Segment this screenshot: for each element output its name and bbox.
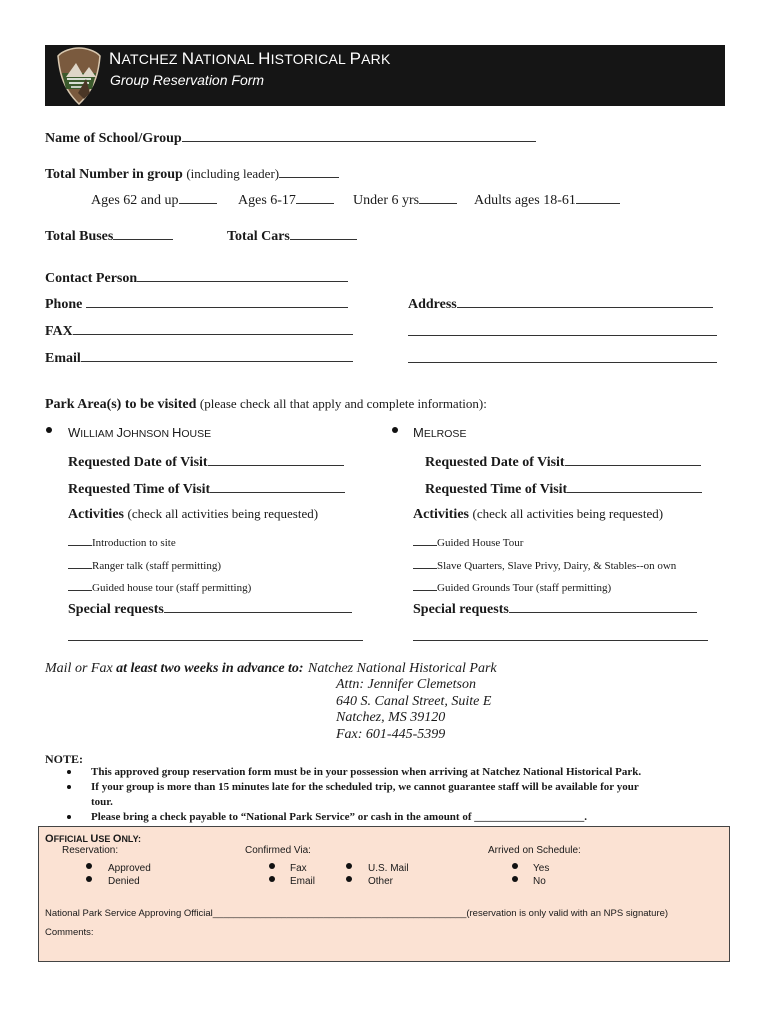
wjh-activity-1-label: Introduction to site: [92, 537, 176, 549]
total-buses-label: Total Buses: [45, 229, 114, 244]
mail-address-line-3: 640 S. Canal Street, Suite E: [336, 694, 492, 709]
group-name-label: Name of School/Group: [45, 131, 182, 146]
total-number-field[interactable]: [45, 164, 339, 183]
page-title: NATCHEZ NATIONAL HISTORICAL PARK: [109, 49, 391, 68]
melrose-activity-3[interactable]: [413, 577, 611, 594]
denied-label: Denied: [108, 876, 140, 887]
note-bullet-1: This approved group reservation form must be in your possession when arriving at Natchez National Historical Park.: [91, 766, 642, 778]
address-label: Address: [408, 297, 457, 312]
bullet-icon: [67, 815, 71, 819]
email-field[interactable]: [45, 348, 353, 367]
nps-arrowhead-icon: [56, 47, 102, 105]
bullet-icon: [46, 427, 52, 433]
address-field[interactable]: [408, 294, 713, 313]
other-radio[interactable]: [346, 876, 352, 882]
arrived-on-schedule-label: Arrived on Schedule:: [488, 845, 581, 856]
contact-person-label: Contact Person: [45, 271, 138, 286]
melrose-time-field[interactable]: [425, 479, 702, 498]
other-option-label: Other: [368, 876, 394, 887]
total-number-label: Total Number in group: [45, 167, 183, 182]
mail-instructions: Mail or Fax at least two weeks in advance to:: [45, 661, 304, 676]
yes-radio[interactable]: [512, 863, 518, 869]
mail-address-line-2: Attn: Jennifer Clemetson: [336, 677, 476, 692]
total-cars-label: Total Cars: [227, 229, 290, 244]
ages-6-17-field[interactable]: [238, 190, 334, 209]
wjh-special-requests-field[interactable]: [68, 599, 352, 618]
adults-label: Adults ages 18-61: [474, 193, 576, 208]
phone-field[interactable]: [45, 294, 348, 313]
note-bullet-3: Please bring a check payable to “National Park Service” or cash in the amount of ____________________.: [91, 811, 587, 823]
no-option-label: No: [533, 876, 546, 887]
wjh-date-field[interactable]: [68, 452, 344, 471]
mail-address-line-5: Fax: 601-445-5399: [336, 727, 446, 742]
fax-option-label: Fax: [290, 863, 307, 874]
wjh-time-label: Requested Time of Visit: [68, 482, 211, 497]
reservation-label: Reservation:: [62, 845, 119, 856]
approved-label: Approved: [108, 863, 151, 874]
approving-official-label: National Park Service Approving Official: [45, 908, 213, 919]
melrose-activity-3-label: Guided Grounds Tour (staff permitting): [437, 582, 612, 594]
wjh-special-label: Special requests: [68, 602, 164, 617]
total-number-note: (including leader): [186, 166, 280, 181]
fax-radio[interactable]: [269, 863, 275, 869]
fax-field[interactable]: [45, 321, 353, 340]
official-use-box: [38, 826, 730, 962]
melrose-special-label: Special requests: [413, 602, 509, 617]
under-6-label: Under 6 yrs: [353, 193, 420, 208]
bullet-icon: [392, 427, 398, 433]
address-line-3[interactable]: [408, 362, 717, 363]
wjh-date-label: Requested Date of Visit: [68, 455, 208, 470]
us-mail-radio[interactable]: [346, 863, 352, 869]
page-subtitle: Group Reservation Form: [110, 72, 265, 88]
denied-radio[interactable]: [86, 876, 92, 882]
approving-official-note: (reservation is only valid with an NPS signature): [466, 908, 669, 919]
total-cars-field[interactable]: [227, 226, 357, 245]
confirmed-via-label: Confirmed Via:: [245, 845, 311, 856]
wjh-activity-2[interactable]: [68, 555, 221, 572]
melrose-special-line-2[interactable]: [413, 640, 708, 641]
wjh-time-field[interactable]: [68, 479, 345, 498]
email-label: Email: [45, 351, 81, 366]
email-radio[interactable]: [269, 876, 275, 882]
address-line-2[interactable]: [408, 335, 717, 336]
official-use-title: OFFICIAL USE ONLY:: [45, 833, 141, 845]
melrose-activity-2[interactable]: [413, 555, 676, 572]
melrose-activity-2-label: Slave Quarters, Slave Privy, Dairy, & Stables--on own: [437, 560, 677, 572]
approved-radio[interactable]: [86, 863, 92, 869]
wjh-activity-3[interactable]: [68, 577, 251, 594]
melrose-special-requests-field[interactable]: [413, 599, 697, 618]
ages-62-field[interactable]: [91, 190, 217, 209]
note-bullet-2-continued: tour.: [91, 796, 113, 808]
note-label: NOTE:: [45, 752, 84, 766]
no-radio[interactable]: [512, 876, 518, 882]
under-6-field[interactable]: [353, 190, 457, 209]
approving-official-field[interactable]: [45, 908, 668, 919]
wjh-special-line-2[interactable]: [68, 640, 363, 641]
mail-address-line-4: Natchez, MS 39120: [336, 710, 446, 725]
comments-label: Comments:: [45, 927, 94, 938]
melrose-time-label: Requested Time of Visit: [425, 482, 568, 497]
email-option-label: Email: [290, 876, 316, 887]
melrose-activity-1[interactable]: [413, 532, 523, 549]
melrose-title: MELROSE: [413, 425, 467, 440]
yes-option-label: Yes: [533, 863, 550, 874]
total-buses-field[interactable]: [45, 226, 173, 245]
adults-field[interactable]: [474, 190, 620, 209]
melrose-date-label: Requested Date of Visit: [425, 455, 565, 470]
wjh-activity-1[interactable]: [68, 532, 176, 549]
bullet-icon: [67, 785, 71, 789]
wjh-activities-heading: Activities (check all activities being requested): [68, 506, 319, 522]
fax-label: FAX: [45, 324, 73, 339]
melrose-activities-heading: Activities (check all activities being requested): [413, 506, 664, 522]
ages-62-label: Ages 62 and up: [91, 193, 179, 208]
phone-label: Phone: [45, 297, 83, 312]
wjh-activity-3-label: Guided house tour (staff permitting): [92, 582, 252, 594]
note-bullet-2: If your group is more than 15 minutes late for the scheduled trip, we cannot guarantee staff will be available for your: [91, 781, 639, 793]
bullet-icon: [67, 770, 71, 774]
us-mail-option-label: U.S. Mail: [368, 863, 409, 874]
mail-address-line-1: Natchez National Historical Park: [308, 661, 497, 676]
approving-official-line: ________________________________________________: [212, 908, 467, 919]
william-johnson-house-title: WILLIAM JOHNSON HOUSE: [68, 425, 212, 440]
contact-person-field[interactable]: [45, 268, 348, 287]
wjh-activity-2-label: Ranger talk (staff permitting): [92, 560, 222, 572]
melrose-activity-1-label: Guided House Tour: [437, 537, 524, 549]
ages-6-17-label: Ages 6-17: [238, 193, 296, 208]
melrose-date-field[interactable]: [425, 452, 701, 471]
group-name-field[interactable]: [45, 128, 536, 147]
park-areas-heading: Park Area(s) to be visited (please check all that apply and complete information):: [45, 396, 487, 412]
